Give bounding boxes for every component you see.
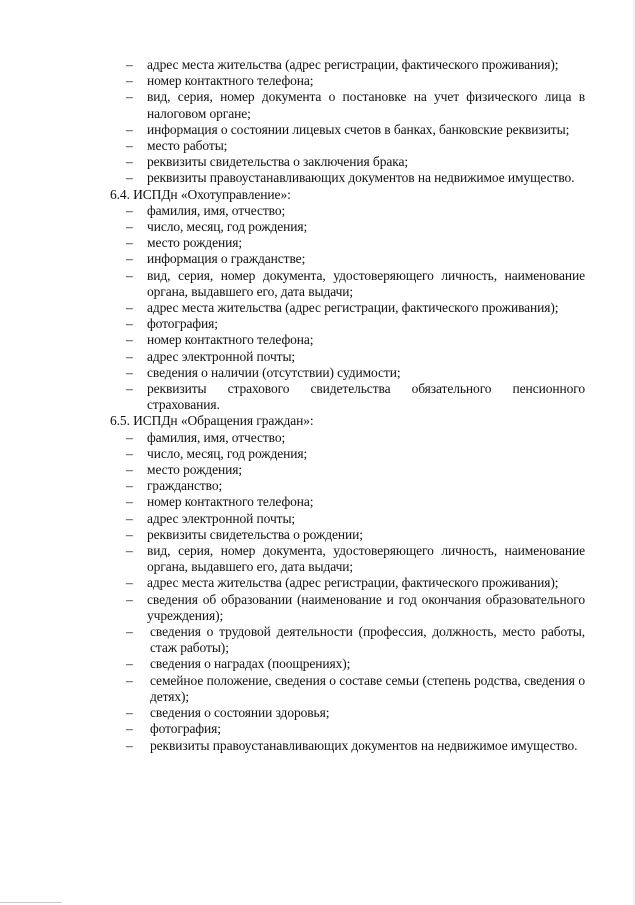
bullet-dash: – xyxy=(126,494,133,510)
list-item-text: фамилия, имя, отчество; xyxy=(147,429,286,445)
bullet-dash: – xyxy=(126,705,133,721)
bullet-dash: – xyxy=(126,267,133,283)
list-item xyxy=(110,543,585,575)
list-item-text: место работы; xyxy=(147,138,228,154)
bullet-dash: – xyxy=(126,526,133,542)
scan-artifact xyxy=(0,902,62,903)
list-item-text: число, месяц, год рождения; xyxy=(147,445,308,461)
list-item xyxy=(110,478,585,494)
list-item xyxy=(110,673,585,705)
bullet-dash: – xyxy=(126,202,133,218)
bullet-dash: – xyxy=(126,429,133,445)
list-item xyxy=(110,446,585,462)
list-item-text: сведения о состоянии здоровья; xyxy=(150,705,330,721)
bullet-dash: – xyxy=(126,73,133,89)
list-item-text: реквизиты правоустанавливающих документов на недвижимое имущество. xyxy=(147,170,575,186)
list-item xyxy=(110,203,585,219)
list-item xyxy=(110,122,585,138)
list-item xyxy=(110,219,585,235)
bullet-dash: – xyxy=(126,672,133,688)
bullet-dash: – xyxy=(126,364,133,380)
bullet-dash: – xyxy=(126,235,133,251)
list-item-text: сведения о наличии (отсутствии) судимости; xyxy=(147,364,401,380)
bullet-dash: – xyxy=(126,656,133,672)
bullet-dash: – xyxy=(126,445,133,461)
list-item-text: номер контактного телефона; xyxy=(147,494,314,510)
list-item-text: фотография; xyxy=(150,721,221,737)
list-item-text: сведения об образовании (наименование и год окончания образовательного учреждения); xyxy=(147,591,585,623)
bullet-dash: – xyxy=(126,219,133,235)
list-item-text: реквизиты страхового свидетельства обязательного пенсионного страхования. xyxy=(147,381,585,413)
bullet-dash: – xyxy=(126,154,133,170)
bullet-dash: – xyxy=(126,737,133,753)
list-item xyxy=(110,575,585,591)
list-item xyxy=(110,494,585,510)
list-item xyxy=(110,624,585,656)
list-item-text: место рождения; xyxy=(147,235,242,251)
bullet-dash: – xyxy=(126,721,133,737)
section-heading: 6.5. ИСПДн «Обращения граждан»: xyxy=(110,413,314,429)
list-item-text: адрес места жительства (адрес регистрации, фактического проживания); xyxy=(147,300,559,316)
bullet-dash: – xyxy=(126,348,133,364)
bullet-dash: – xyxy=(126,170,133,186)
bullet-dash: – xyxy=(126,57,133,72)
list-item-text: сведения о наградах (поощрениях); xyxy=(150,656,351,672)
list-item xyxy=(110,365,585,381)
bullet-dash: – xyxy=(126,251,133,267)
bullet-dash: – xyxy=(126,591,133,607)
list-item-text: место рождения; xyxy=(147,462,242,478)
section-heading: 6.4. ИСПДн «Охотуправление»: xyxy=(110,186,291,202)
list-item-text: фамилия, имя, отчество; xyxy=(147,202,286,218)
list-item xyxy=(110,527,585,543)
list-item xyxy=(110,73,585,89)
list-item-text: гражданство; xyxy=(147,478,223,494)
list-item-text: вид, серия, номер документа, удостоверяющего личность, наименование органа, выдавшего его, дата выдачи; xyxy=(147,267,585,299)
list-item-text: вид, серия, номер документа, удостоверяющего личность, наименование органа, выдавшего его, дата выдачи; xyxy=(147,543,585,575)
bullet-dash: – xyxy=(126,121,133,137)
list-item xyxy=(110,300,585,316)
list-item-text: вид, серия, номер документа о постановке на учет физического лица в налоговом органе; xyxy=(147,89,585,121)
list-item xyxy=(110,170,585,186)
list-item xyxy=(110,316,585,332)
bullet-dash: – xyxy=(126,89,133,105)
list-item-text: сведения о трудовой деятельности (профессия, должность, место работы, стаж работы); xyxy=(150,624,585,656)
list-item xyxy=(110,154,585,170)
bullet-dash: – xyxy=(126,316,133,332)
list-item-text: реквизиты свидетельства о рождении; xyxy=(147,526,363,542)
list-item xyxy=(110,705,585,721)
list-item xyxy=(110,235,585,251)
list-item-text: фотография; xyxy=(147,316,218,332)
list-item-text: адрес электронной почты; xyxy=(147,348,296,364)
list-item xyxy=(110,656,585,672)
bullet-dash: – xyxy=(126,478,133,494)
list-item xyxy=(110,738,585,754)
bullet-dash: – xyxy=(126,138,133,154)
list-item-text: реквизиты правоустанавливающих документов на недвижимое имущество. xyxy=(150,737,578,753)
bullet-dash: – xyxy=(126,510,133,526)
list-item xyxy=(110,332,585,348)
list-item xyxy=(110,89,585,121)
list-item xyxy=(110,268,585,300)
list-item-text: номер контактного телефона; xyxy=(147,73,314,89)
bullet-dash: – xyxy=(126,543,133,559)
list-item xyxy=(110,381,585,413)
list-item-text: информация о гражданстве; xyxy=(147,251,306,267)
list-item xyxy=(110,251,585,267)
bullet-dash: – xyxy=(126,624,133,640)
list-item xyxy=(110,57,585,73)
list-item-text: номер контактного телефона; xyxy=(147,332,314,348)
list-item xyxy=(110,138,585,154)
document-body xyxy=(110,57,585,754)
list-item-text: семейное положение, сведения о составе семьи (степень родства, сведения о детях); xyxy=(150,672,585,704)
bullet-dash: – xyxy=(126,381,133,397)
list-item xyxy=(110,430,585,446)
bullet-dash: – xyxy=(126,575,133,591)
list-item xyxy=(110,462,585,478)
list-item xyxy=(110,592,585,624)
bullet-dash: – xyxy=(126,300,133,316)
list-item-text: реквизиты свидетельства о заключения брака; xyxy=(147,154,409,170)
bullet-dash: – xyxy=(126,462,133,478)
list-item xyxy=(110,721,585,737)
list-item-text: адрес места жительства (адрес регистрации, фактического проживания); xyxy=(147,57,559,72)
list-item-text: число, месяц, год рождения; xyxy=(147,219,308,235)
bullet-dash: – xyxy=(126,332,133,348)
list-item-text: адрес места жительства (адрес регистрации, фактического проживания); xyxy=(147,575,559,591)
list-item xyxy=(110,511,585,527)
list-item xyxy=(110,349,585,365)
list-item-text: информация о состоянии лицевых счетов в банках, банковские реквизиты; xyxy=(147,121,570,137)
list-item-text: адрес электронной почты; xyxy=(147,510,296,526)
